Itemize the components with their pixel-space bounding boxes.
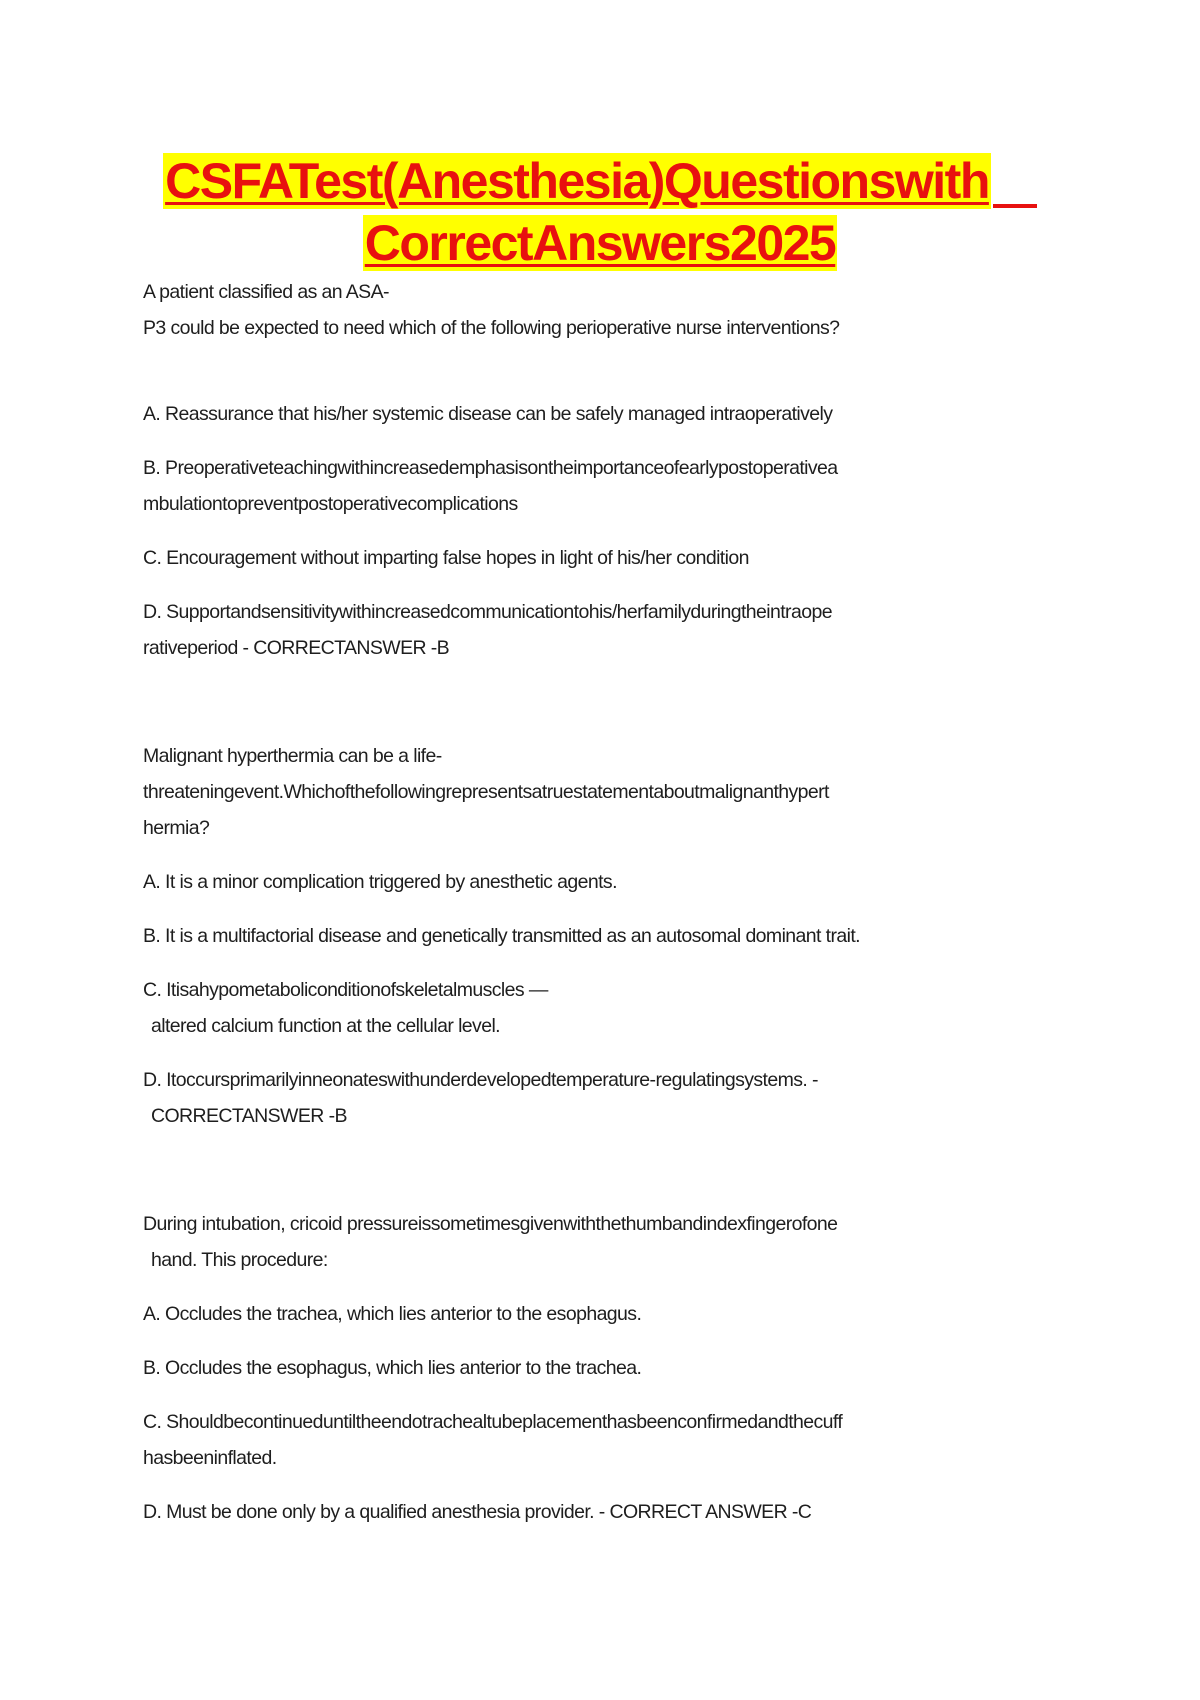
question-2-option-b <box>143 918 1043 954</box>
title-text-2: CorrectAnswers2025 <box>364 215 836 271</box>
option-line: A. Reassurance that his/her systemic disease can be safely managed intraoperatively <box>143 403 833 425</box>
option-line: B. Preoperativeteachingwithincreasedemphasisontheimportanceofearlypostoperativea <box>143 457 838 479</box>
question-2-option-c <box>143 972 1043 1044</box>
option-line: rativeperiod - CORRECTANSWER -B <box>143 637 450 659</box>
title-underline-tail <box>993 204 1037 208</box>
question-2-option-a <box>143 864 1043 900</box>
question-1-stem-line-2: P3 could be expected to need which of the following perioperative nurse interventions? <box>143 317 840 339</box>
option-line: A. Occludes the trachea, which lies anterior to the esophagus. <box>143 1303 642 1325</box>
option-line: mbulationtopreventpostoperativecomplications <box>143 493 518 515</box>
document-title <box>0 150 1200 274</box>
question-3 <box>143 1206 1043 1530</box>
option-line: D. Must be done only by a qualified anesthesia provider. - CORRECT ANSWER -C <box>143 1501 812 1523</box>
option-line: hasbeeninflated. <box>143 1447 277 1469</box>
question-2-stem-line-3: hermia? <box>143 817 210 839</box>
question-2-option-d <box>143 1062 1043 1134</box>
option-line: D. Supportandsensitivitywithincreasedcommunicationtohis/herfamilyduringtheintraope <box>143 601 832 623</box>
option-line: B. Occludes the esophagus, which lies anterior to the trachea. <box>143 1357 642 1379</box>
question-2-stem-line-1: Malignant hyperthermia can be a life- <box>143 745 442 767</box>
question-1-stem-line-1: A patient classified as an ASA- <box>143 281 389 303</box>
option-line: C. Encouragement without imparting false hopes in light of his/her condition <box>143 547 749 569</box>
document-body <box>143 274 1043 1530</box>
option-line: altered calcium function at the cellular level. <box>151 1015 500 1037</box>
question-2-stem-line-2: threateningevent.Whichofthefollowingrepresentsatruestatementaboutmalignanthypert <box>143 781 829 803</box>
option-line: A. It is a minor complication triggered by anesthetic agents. <box>143 871 617 893</box>
question-1-option-c <box>143 540 1043 576</box>
option-line: C. Shouldbecontinueduntiltheendotrachealtubeplacementhasbeenconfirmedandthecuff <box>143 1411 843 1433</box>
option-line: B. It is a multifactorial disease and genetically transmitted as an autosomal dominant trait. <box>143 925 861 947</box>
question-1-option-d <box>143 594 1043 666</box>
question-1-option-a <box>143 396 1043 432</box>
question-3-stem-line-2: hand. This procedure: <box>151 1249 328 1271</box>
question-1-option-b <box>143 450 1043 522</box>
option-line: D. Itoccursprimarilyinneonateswithunderdevelopedtemperature-regulatingsystems. - <box>143 1069 818 1091</box>
option-line: CORRECTANSWER -B <box>151 1105 347 1127</box>
question-3-option-b <box>143 1350 1043 1386</box>
title-line-1 <box>0 150 1200 212</box>
title-line-2 <box>0 212 1200 274</box>
option-line: C. Itisahypometaboliconditionofskeletalmuscles — <box>143 979 548 1001</box>
question-2 <box>143 738 1043 1134</box>
question-3-stem-line-1: During intubation, cricoid pressureissometimesgivenwiththethumbandindexfingerofone <box>143 1213 838 1235</box>
title-text-1: CSFATest(Anesthesia)Questionswith <box>165 153 989 209</box>
question-3-option-d <box>143 1494 1043 1530</box>
question-3-option-a <box>143 1296 1043 1332</box>
question-1 <box>143 274 1043 666</box>
question-3-option-c <box>143 1404 1043 1476</box>
